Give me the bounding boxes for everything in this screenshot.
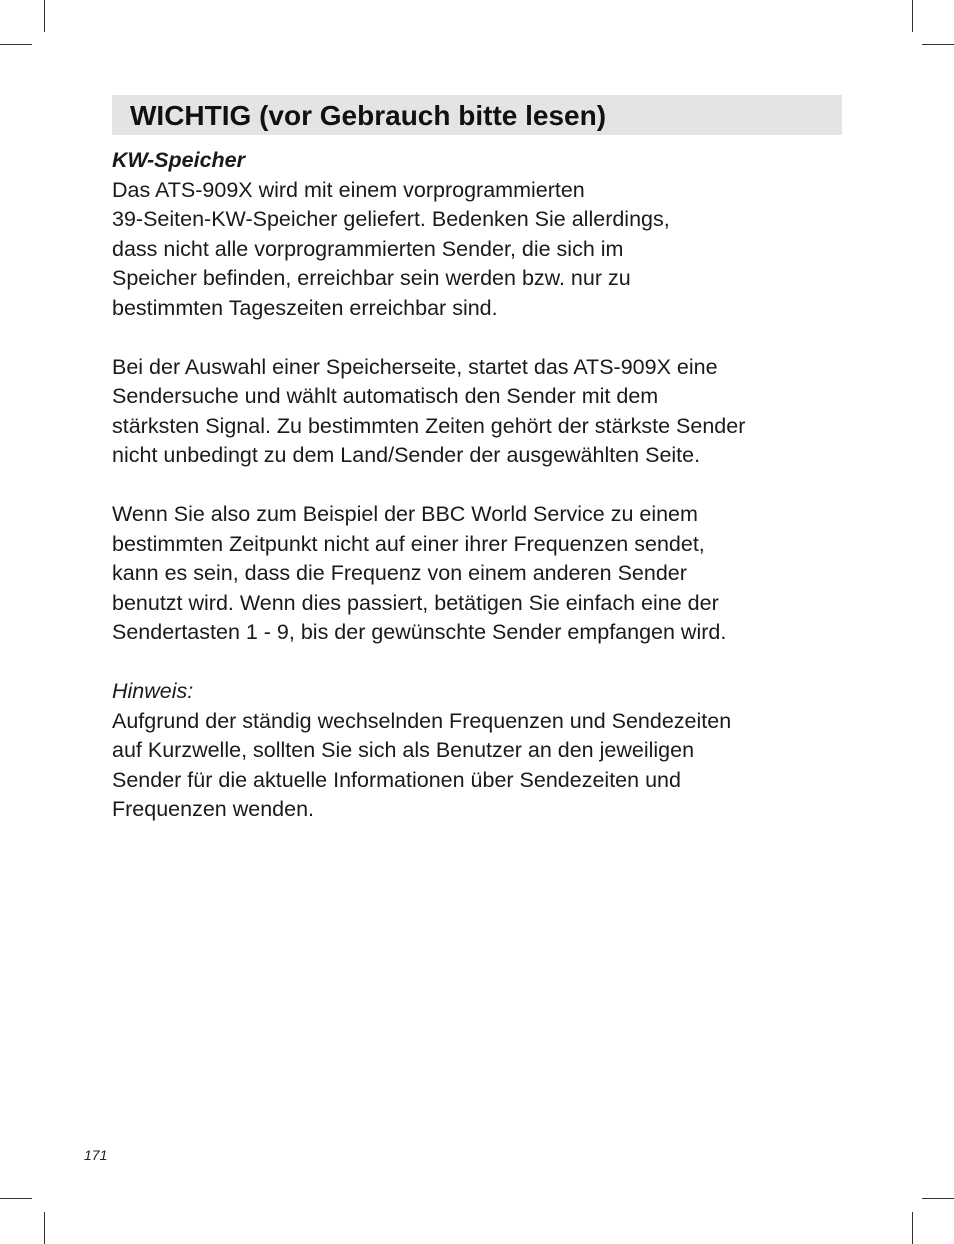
text-line: nicht unbedingt zu dem Land/Sender der ausgewählten Seite. (112, 443, 701, 467)
text-line: dass nicht alle vorprogrammierten Sender, die sich im (112, 236, 624, 261)
crop-mark (912, 1212, 913, 1244)
text-line: Sendersuche und wählt automatisch den Sender mit dem (112, 384, 659, 408)
crop-mark (922, 1198, 954, 1199)
crop-mark (44, 1212, 45, 1244)
paragraph-note (112, 707, 842, 825)
crop-mark (912, 0, 913, 32)
page-title: WICHTIG (vor Gebrauch bitte lesen) (130, 100, 607, 131)
text-line: Frequenzen wenden. (112, 797, 315, 821)
page-number: 171 (84, 1147, 108, 1163)
text-line: bestimmten Zeitpunkt nicht auf einer ihrer Frequenzen sendet, (112, 531, 705, 556)
text-line: Bei der Auswahl einer Speicherseite, startet das ATS-909X eine (112, 354, 718, 379)
paragraph-selection (112, 353, 842, 471)
text-line: Wenn Sie also zum Beispiel der BBC World Service zu einem (112, 502, 698, 526)
text-line: 39-Seiten-KW-Speicher geliefert. Bedenken Sie allerdings, (112, 207, 670, 231)
text-line: stärksten Signal. Zu bestimmten Zeiten gehört der stärkste Sender (112, 413, 746, 438)
text-line: auf Kurzwelle, sollten Sie sich als Benutzer an den jeweiligen (112, 738, 695, 762)
crop-mark (0, 44, 32, 45)
crop-mark (922, 44, 954, 45)
kw-speicher-heading: KW-Speicher (112, 148, 245, 172)
text-line: Speicher befinden, erreichbar sein werden bzw. nur zu (112, 266, 631, 290)
paragraph-intro (112, 176, 842, 324)
text-line: Sendertasten 1 - 9, bis der gewünschte Sender empfangen wird. (112, 620, 727, 644)
note-heading: Hinweis: (112, 679, 194, 703)
crop-mark (0, 1198, 32, 1199)
paragraph-example (112, 500, 842, 648)
text-line: benutzt wird. Wenn dies passiert, betätigen Sie einfach eine der (112, 590, 719, 615)
text-line: bestimmten Tageszeiten erreichbar sind. (112, 295, 498, 320)
page-content (112, 146, 842, 825)
text-line: kann es sein, dass die Frequenz von einem anderen Sender (112, 561, 687, 585)
crop-mark (44, 0, 45, 32)
text-line: Sender für die aktuelle Informationen über Sendezeiten und (112, 767, 681, 792)
text-line: Aufgrund der ständig wechselnden Frequenzen und Sendezeiten (112, 708, 732, 733)
text-line: Das ATS-909X wird mit einem vorprogrammierten (112, 177, 585, 202)
title-banner (112, 95, 842, 135)
